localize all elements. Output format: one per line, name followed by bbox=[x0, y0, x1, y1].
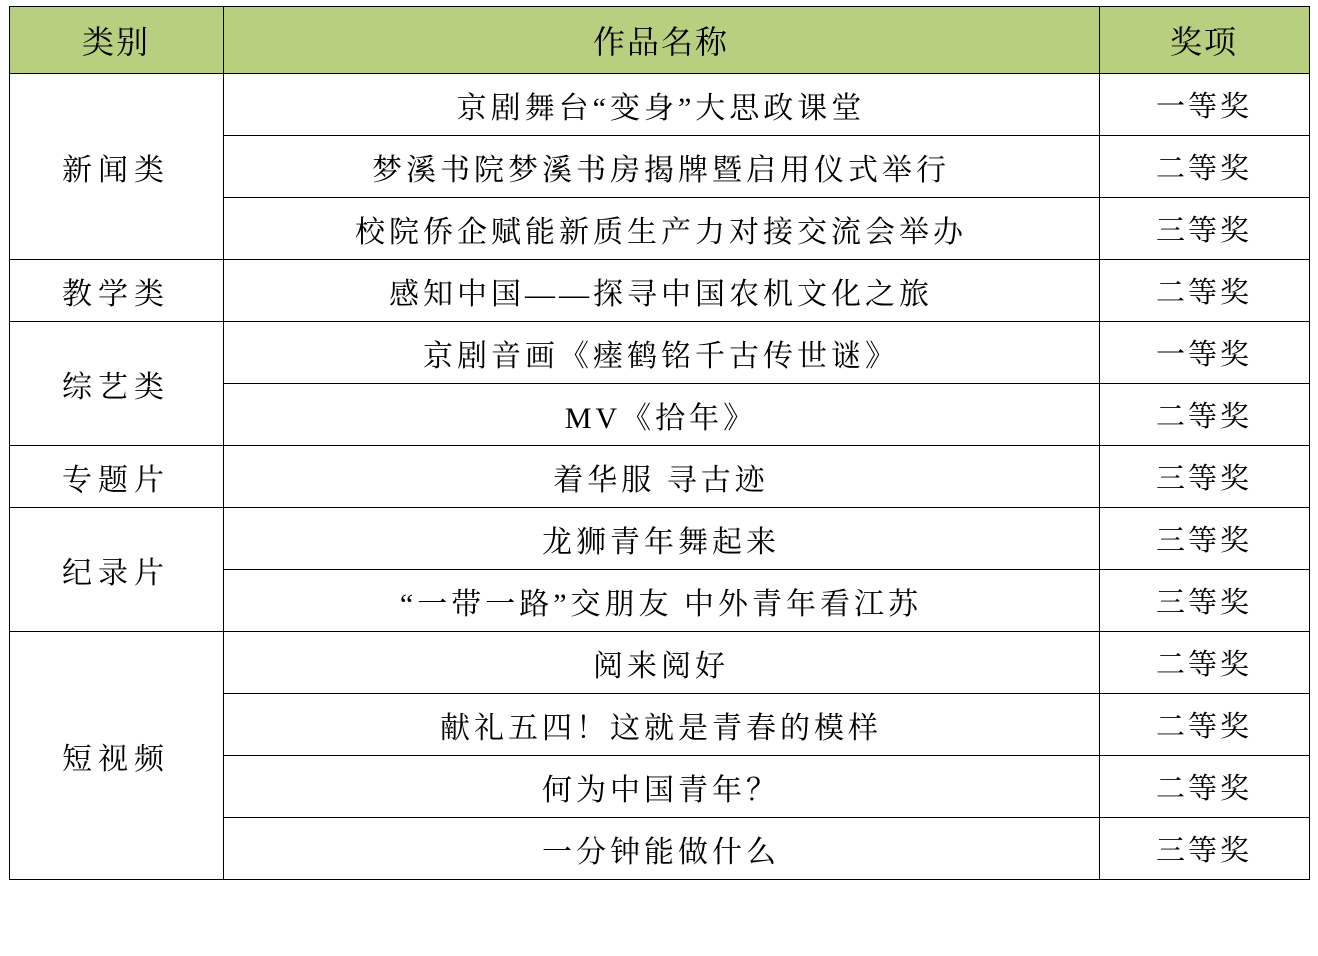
award-cell: 三等奖 bbox=[1099, 818, 1309, 880]
award-cell: 二等奖 bbox=[1099, 632, 1309, 694]
award-cell: 二等奖 bbox=[1099, 694, 1309, 756]
award-cell: 三等奖 bbox=[1099, 508, 1309, 570]
table-header bbox=[9, 7, 1309, 74]
title-cell: 着华服 寻古迹 bbox=[223, 446, 1099, 508]
title-cell: 何为中国青年？ bbox=[223, 756, 1099, 818]
table-row bbox=[9, 260, 1309, 322]
category-cell: 综艺类 bbox=[9, 322, 223, 446]
title-cell: 龙狮青年舞起来 bbox=[223, 508, 1099, 570]
table-header-row bbox=[9, 7, 1309, 74]
table-row bbox=[9, 322, 1309, 384]
award-cell: 二等奖 bbox=[1099, 384, 1309, 446]
award-cell: 一等奖 bbox=[1099, 74, 1309, 136]
column-header-title: 作品名称 bbox=[223, 7, 1099, 74]
table-row bbox=[9, 446, 1309, 508]
category-cell: 短视频 bbox=[9, 632, 223, 880]
award-cell: 三等奖 bbox=[1099, 198, 1309, 260]
award-cell: 三等奖 bbox=[1099, 570, 1309, 632]
award-cell: 二等奖 bbox=[1099, 136, 1309, 198]
category-cell: 专题片 bbox=[9, 446, 223, 508]
award-cell: 二等奖 bbox=[1099, 260, 1309, 322]
category-cell: 新闻类 bbox=[9, 74, 223, 260]
table-row bbox=[9, 632, 1309, 694]
table-row bbox=[9, 508, 1309, 570]
title-cell: 梦溪书院梦溪书房揭牌暨启用仪式举行 bbox=[223, 136, 1099, 198]
table-body bbox=[9, 74, 1309, 880]
award-cell: 三等奖 bbox=[1099, 446, 1309, 508]
title-cell: MV《拾年》 bbox=[223, 384, 1099, 446]
title-cell: 京剧舞台“变身”大思政课堂 bbox=[223, 74, 1099, 136]
column-header-category: 类别 bbox=[9, 7, 223, 74]
award-results-table bbox=[9, 6, 1310, 880]
title-cell: 京剧音画《瘗鹤铭千古传世谜》 bbox=[223, 322, 1099, 384]
award-cell: 二等奖 bbox=[1099, 756, 1309, 818]
award-cell: 一等奖 bbox=[1099, 322, 1309, 384]
category-cell: 纪录片 bbox=[9, 508, 223, 632]
title-cell: 一分钟能做什么 bbox=[223, 818, 1099, 880]
title-cell: 阅来阅好 bbox=[223, 632, 1099, 694]
title-cell: 校院侨企赋能新质生产力对接交流会举办 bbox=[223, 198, 1099, 260]
title-cell: 献礼五四！这就是青春的模样 bbox=[223, 694, 1099, 756]
title-cell: 感知中国——探寻中国农机文化之旅 bbox=[223, 260, 1099, 322]
title-cell: “一带一路”交朋友 中外青年看江苏 bbox=[223, 570, 1099, 632]
category-cell: 教学类 bbox=[9, 260, 223, 322]
column-header-award: 奖项 bbox=[1099, 7, 1309, 74]
table-row bbox=[9, 74, 1309, 136]
